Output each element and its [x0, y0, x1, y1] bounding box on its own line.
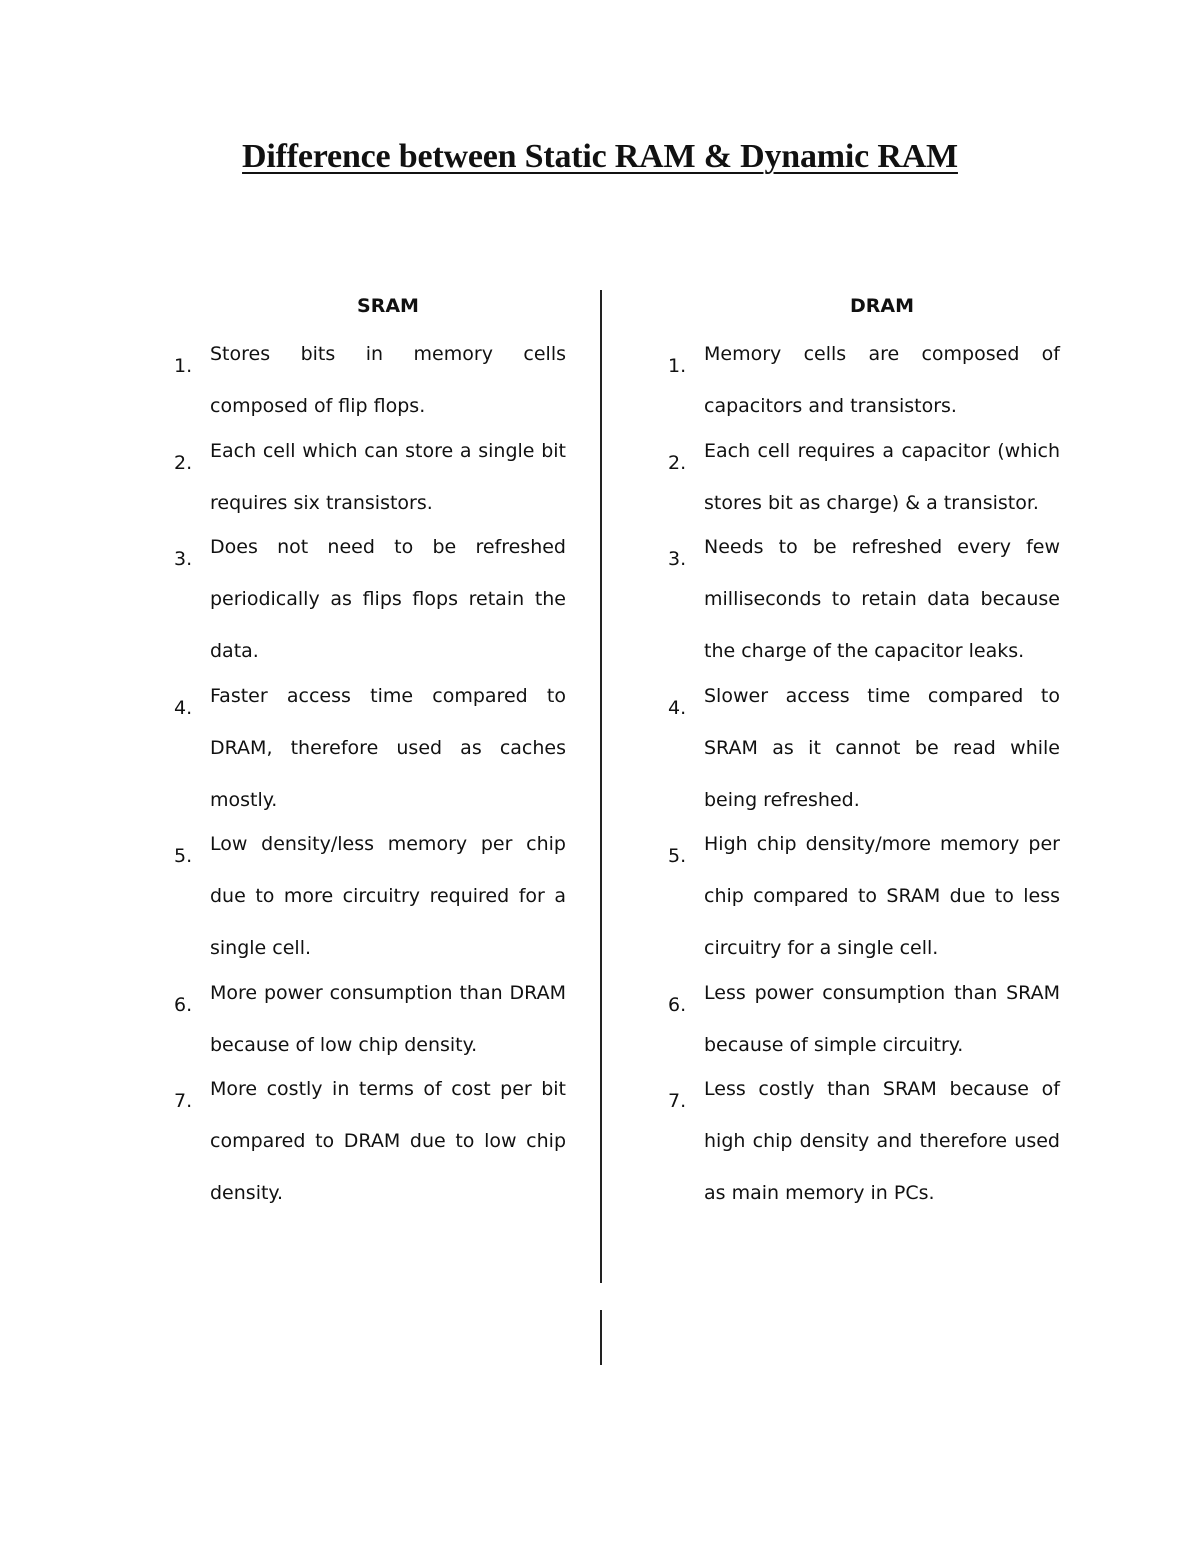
list-number: 3. — [174, 548, 193, 570]
list-text: Less costly than SRAM because of high chip density and therefore used as main memory in PCs. — [704, 1078, 1060, 1204]
list-text: Each cell requires a capacitor (which stores bit as charge) & a transistor. — [704, 439, 1060, 514]
list-text: Each cell which can store a single bit requires six transistors. — [210, 439, 566, 514]
list-number: 1. — [174, 355, 193, 377]
list-item — [170, 533, 566, 677]
list-number: 7. — [174, 1090, 193, 1112]
list-number: 5. — [174, 845, 193, 867]
list-text: Does not need to be refreshed periodically as flips flops retain the data. — [210, 536, 566, 662]
dram-column — [664, 290, 1060, 1224]
dram-list — [664, 340, 1060, 1219]
list-text: Low density/less memory per chip due to more circuitry required for a single cell. — [210, 833, 566, 959]
list-number: 7. — [668, 1090, 687, 1112]
sram-heading: SRAM — [357, 295, 419, 317]
list-item — [170, 340, 566, 432]
list-text: More power consumption than DRAM because of low chip density. — [210, 981, 566, 1056]
dram-heading: DRAM — [849, 295, 914, 317]
column-divider-fragment — [600, 1310, 602, 1365]
list-text: More costly in terms of cost per bit compared to DRAM due to low chip density. — [210, 1078, 566, 1204]
list-item — [664, 533, 1060, 677]
list-number: 2. — [174, 451, 193, 474]
list-item — [664, 340, 1060, 432]
list-number: 4. — [174, 696, 193, 719]
list-number: 6. — [668, 993, 687, 1016]
list-item — [664, 830, 1060, 974]
list-item — [664, 682, 1060, 826]
list-item — [664, 979, 1060, 1071]
list-text: Stores bits in memory cells composed of flip flops. — [210, 343, 566, 417]
list-number: 5. — [668, 845, 687, 867]
list-item — [664, 1075, 1060, 1219]
list-item — [170, 682, 566, 826]
list-number: 4. — [668, 696, 687, 719]
list-item — [170, 830, 566, 974]
list-text: High chip density/more memory per chip compared to SRAM due to less circuitry for a single cell. — [704, 833, 1060, 959]
list-number: 2. — [668, 451, 687, 474]
list-text: Memory cells are composed of capacitors and transistors. — [704, 343, 1060, 417]
column-divider — [600, 290, 602, 1283]
list-text: Faster access time compared to DRAM, therefore used as caches mostly. — [210, 684, 566, 811]
list-item — [664, 437, 1060, 529]
list-item — [170, 437, 566, 529]
sram-column — [170, 290, 566, 1224]
sram-list — [170, 340, 566, 1219]
list-number: 6. — [174, 993, 193, 1016]
list-text: Needs to be refreshed every few milliseconds to retain data because the charge of the capacitor leaks. — [704, 536, 1060, 662]
page-title: Difference between Static RAM & Dynamic RAM — [242, 138, 958, 175]
list-number: 3. — [668, 548, 687, 570]
list-text: Slower access time compared to SRAM as it cannot be read while being refreshed. — [704, 684, 1060, 811]
list-text: Less power consumption than SRAM because of simple circuitry. — [704, 981, 1060, 1056]
list-item — [170, 979, 566, 1071]
list-number: 1. — [668, 355, 687, 377]
list-item — [170, 1075, 566, 1219]
